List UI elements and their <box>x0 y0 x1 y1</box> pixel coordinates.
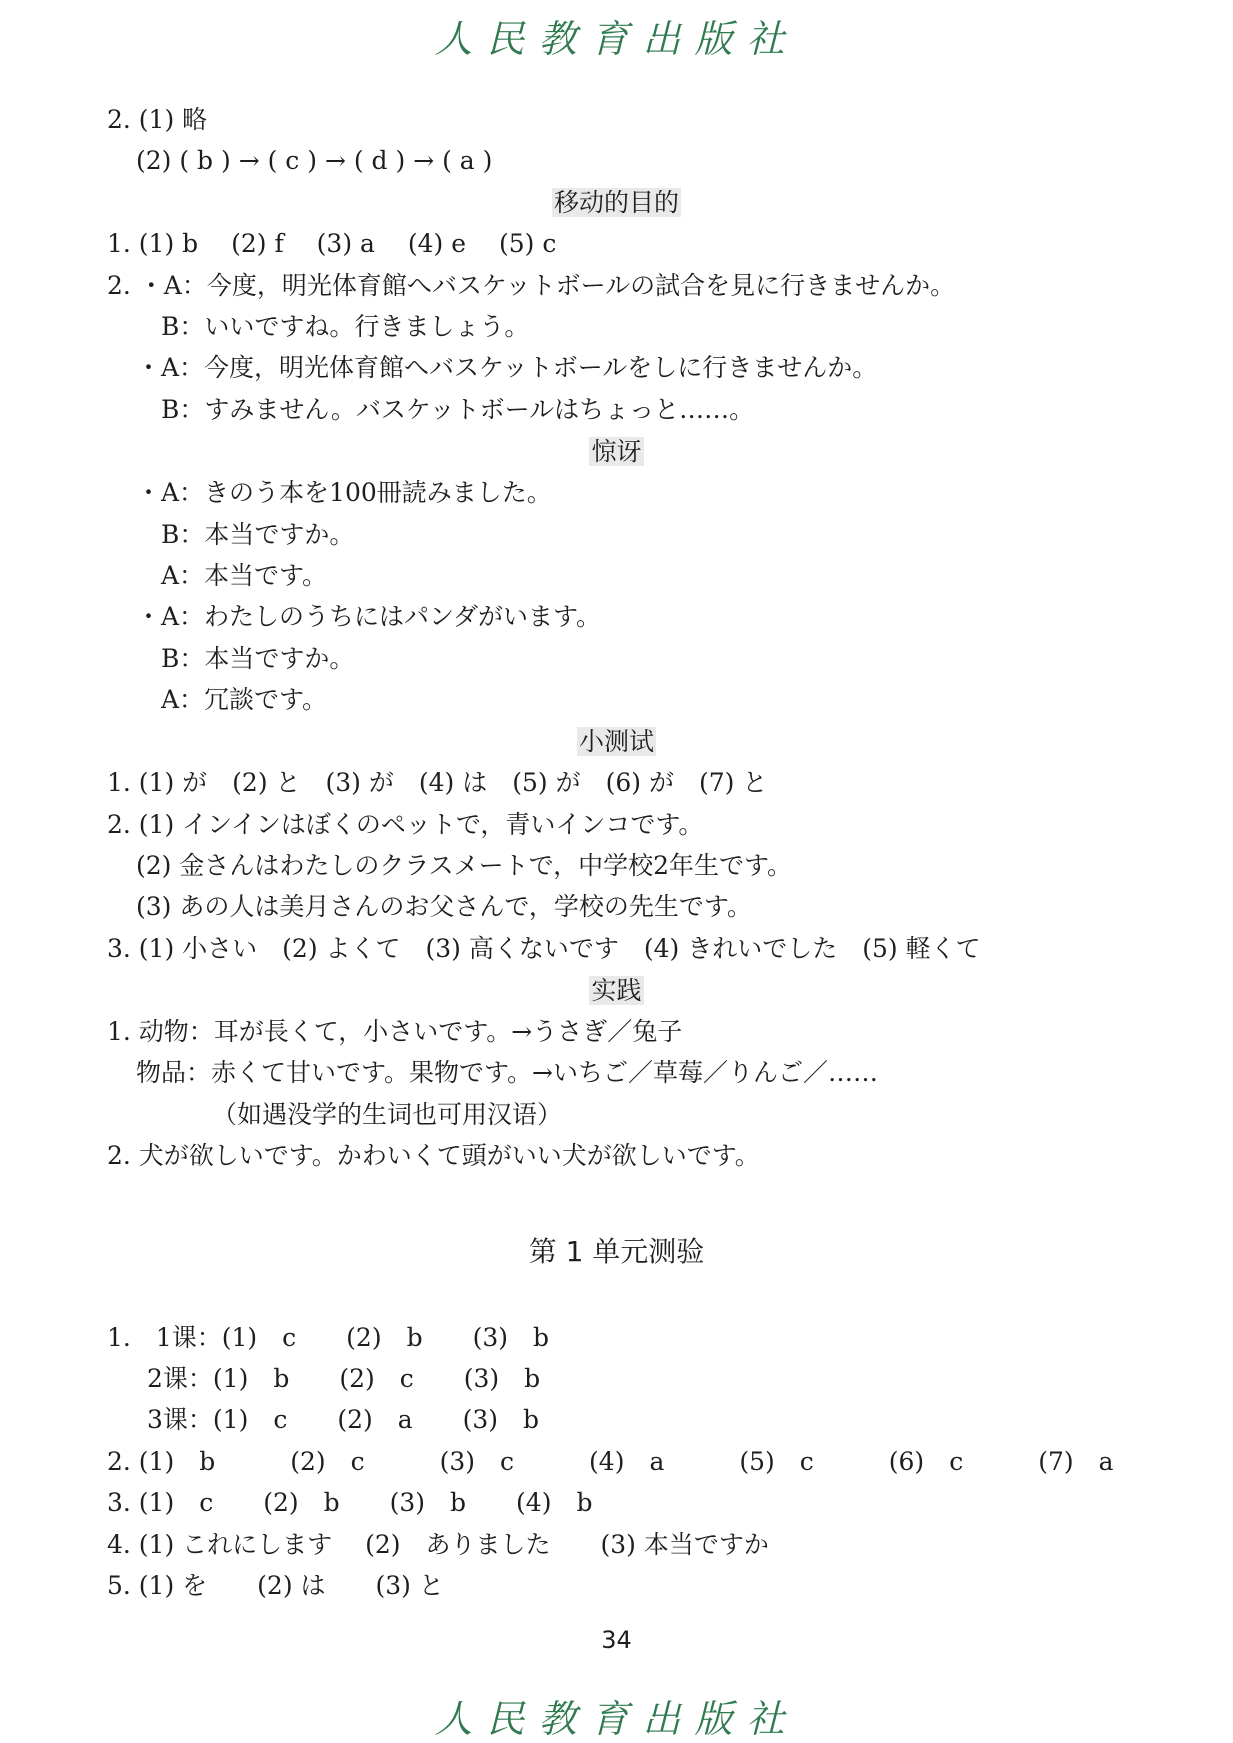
answer-line: (2) 金さんはわたしのクラスメートで，中学校2年生です。 <box>136 851 793 880</box>
answer-line: ・A：きのう本を100冊読みました。 <box>136 478 552 507</box>
section-heading-purpose: 移动的目的 <box>553 188 679 217</box>
answer-line: 1. (1) が (2) と (3) が (4) は (5) が (6) が (7) と <box>107 768 768 797</box>
answer-line: (2) ( b ) → ( c ) → ( d ) → ( a ) <box>136 146 493 175</box>
publisher-logo-footer: 人民教育出版社 <box>434 1697 799 1741</box>
publisher-logo-header: 人民教育出版社 <box>434 17 799 61</box>
answer-line: (3) あの人は美月さんのお父さんで，学校の先生です。 <box>136 892 752 921</box>
section-heading-quiz: 小测试 <box>578 727 654 756</box>
section-heading-surprise: 惊讶 <box>591 437 642 466</box>
answer-line: 2. (1) b (2) c (3) c (4) a (5) c (6) c (7) a <box>107 1447 1114 1476</box>
answer-line: （如遇没学的生词也可用汉语） <box>212 1100 563 1129</box>
answer-line: B：本当ですか。 <box>161 520 355 549</box>
answer-line: B：本当ですか。 <box>161 644 355 673</box>
answer-line: 1. (1) b (2) f (3) a (4) e (5) c <box>107 229 557 258</box>
answer-line: A：冗談です。 <box>161 685 328 714</box>
answer-line: 3. (1) 小さい (2) よくて (3) 高くないです (4) きれいでした (5) 軽くて <box>107 934 981 963</box>
unit-test-title: 第 1 单元测验 <box>528 1235 705 1268</box>
answer-line: 2. ・A：今度，明光体育館へバスケットボールの試合を見に行きませんか。 <box>107 271 956 300</box>
answer-line: ・A：今度，明光体育館へバスケットボールをしに行きませんか。 <box>136 353 878 382</box>
answer-line: 5. (1) を (2) は (3) と <box>107 1571 444 1600</box>
answer-line: B：すみません。バスケットボールはちょっと……。 <box>161 395 755 424</box>
answer-line: 1. 1课：(1) c (2) b (3) b <box>107 1323 550 1352</box>
answer-line: 物品：赤くて甘いです。果物です。→いちご／草莓／りんご／…… <box>136 1058 878 1087</box>
page-number: 34 <box>601 1626 632 1654</box>
answer-line: 3课：(1) c (2) a (3) b <box>147 1405 540 1434</box>
answer-line: ・A：わたしのうちにはパンダがいます。 <box>136 602 602 631</box>
answer-line: B：いいですね。行きましょう。 <box>161 312 530 341</box>
answer-line: 3. (1) c (2) b (3) b (4) b <box>107 1488 593 1517</box>
answer-line: 4. (1) これにします (2) ありました (3) 本当ですか <box>107 1530 769 1559</box>
answer-line: 2. (1) インインはぼくのペットで，青いインコです。 <box>107 810 704 839</box>
answer-line: 2. (1) 略 <box>107 105 208 134</box>
section-heading-practice: 实践 <box>591 976 642 1005</box>
answer-line: 2课：(1) b (2) c (3) b <box>147 1364 541 1393</box>
answer-line: 2. 犬が欲しいです。かわいくて頭がいい犬が欲しいです。 <box>107 1141 760 1170</box>
answer-line: 1. 动物：耳が長くて，小さいです。→うさぎ／兔子 <box>107 1017 683 1046</box>
answer-line: A：本当です。 <box>161 561 328 590</box>
